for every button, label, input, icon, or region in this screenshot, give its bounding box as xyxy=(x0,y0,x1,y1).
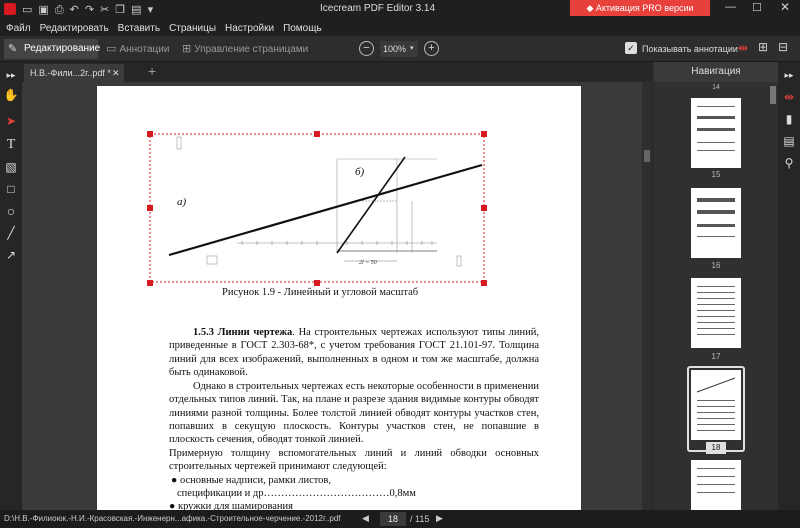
show-annotations-checkbox[interactable]: ✓ xyxy=(625,42,637,54)
thumbnail-label-18: 18 xyxy=(706,442,726,454)
two-page-icon[interactable]: ⊞ xyxy=(758,40,769,54)
search-icon[interactable]: ⚲ xyxy=(784,156,794,170)
page-thumbnail-17[interactable] xyxy=(691,278,741,348)
bullet-item-1[interactable]: ● основные надписи, рамки листов, xyxy=(171,475,332,486)
menu-settings[interactable]: Настройки xyxy=(225,23,275,34)
navigation-scrollbar-thumb[interactable] xyxy=(770,86,776,104)
resize-handle-b[interactable] xyxy=(314,280,320,286)
document-tab[interactable] xyxy=(24,64,124,82)
show-annotations-label: Показывать аннотации xyxy=(642,44,738,54)
new-tab-button[interactable]: + xyxy=(148,63,157,79)
dropdown-icon[interactable]: ▾ xyxy=(147,4,160,16)
menu-insert[interactable]: Вставить xyxy=(117,23,161,34)
thumbnail-partial-label: 14 xyxy=(712,84,720,91)
navigation-header xyxy=(654,62,778,82)
figure-label-a: а) xyxy=(177,196,187,208)
minimize-button[interactable]: — xyxy=(725,1,736,13)
print-icon[interactable]: ⎙ xyxy=(54,4,70,16)
fit-width-icon[interactable]: ⇹ xyxy=(738,41,749,55)
mode-toolbar xyxy=(0,36,800,62)
bookmark-icon[interactable]: ▮ xyxy=(785,112,793,126)
copy-icon[interactable]: ❐ xyxy=(115,4,132,16)
paste-icon[interactable]: ▤ xyxy=(131,4,148,16)
document-scrollbar[interactable] xyxy=(642,82,652,510)
resize-handle-t[interactable] xyxy=(314,131,320,137)
save-icon[interactable]: ▣ xyxy=(38,4,55,16)
figure-label-b: б) xyxy=(355,166,365,178)
navigation-panel xyxy=(654,62,778,510)
pages-grid-icon: ⊞ xyxy=(182,43,195,55)
paragraph-thickness[interactable]: Примерную толщину вспомогательных линий и линий обводки основных строительных чертежей принимают следующей: xyxy=(169,448,539,473)
document-tab-bar xyxy=(22,62,652,82)
pencil-icon: ✎ xyxy=(8,43,18,55)
right-sidebar xyxy=(778,62,800,510)
comments-icon[interactable]: ▤ xyxy=(783,134,795,148)
cut-icon[interactable]: ✂ xyxy=(100,4,116,16)
ellipse-tool-icon[interactable]: ○ xyxy=(6,203,16,219)
rectangle-tool-icon[interactable]: □ xyxy=(7,182,15,196)
page-thumbnail-19[interactable] xyxy=(691,460,741,510)
annotations-mode-button[interactable] xyxy=(106,36,169,62)
annotations-mode-label: Аннотации xyxy=(119,44,170,55)
zoom-value: 100% xyxy=(383,44,407,54)
open-icon[interactable]: ▭ xyxy=(22,4,39,16)
app-logo-icon xyxy=(4,3,16,15)
zoom-select[interactable] xyxy=(380,41,418,57)
file-path: D:\Н.В.-Филиоюк.-Н.И.-Красовская.-Инженерн...афика.-Строительное-черчение.-2012г..pdf xyxy=(4,514,341,523)
close-tab-icon[interactable]: ✕ xyxy=(112,68,120,78)
next-page-button[interactable]: ▶ xyxy=(436,513,443,523)
thumbnail-label-17: 17 xyxy=(711,352,721,361)
menu-bar xyxy=(0,18,800,36)
grid-view-icon[interactable]: ⊟ xyxy=(778,40,789,54)
left-toolbar xyxy=(0,62,22,510)
arrow-tool-icon[interactable]: ↗ xyxy=(5,248,17,262)
navigation-panel-icon[interactable]: ⇹ xyxy=(783,90,795,104)
page-thumbnail-15[interactable] xyxy=(691,98,741,168)
redo-icon[interactable]: ↷ xyxy=(84,4,101,16)
menu-help[interactable]: Помощь xyxy=(283,23,322,34)
image-tool-icon[interactable]: ▧ xyxy=(5,160,17,174)
document-canvas xyxy=(22,82,642,510)
document-tab-label: Н.В.-Фили...2г..pdf * xyxy=(30,68,111,78)
paragraph-lines[interactable] xyxy=(169,326,539,379)
page-management-label: Управление страницами xyxy=(194,44,309,55)
pro-activation-button[interactable] xyxy=(570,0,710,16)
maximize-button[interactable]: ☐ xyxy=(752,2,762,14)
page-number-input[interactable]: 18 xyxy=(380,512,406,526)
resize-handle-l[interactable] xyxy=(147,205,153,211)
page-thumbnail-16[interactable] xyxy=(691,188,741,258)
section-heading: 1.5.3 Линии чертежа xyxy=(193,327,293,338)
text-tool-icon[interactable]: T xyxy=(6,137,16,152)
edit-mode-label: Редактирование xyxy=(24,43,101,54)
window-title: Icecream PDF Editor 3.14 xyxy=(320,3,436,14)
thumbnail-label-15: 15 xyxy=(711,170,721,179)
status-bar xyxy=(0,510,800,528)
resize-handle-bl[interactable] xyxy=(147,280,153,286)
comment-icon: ▭ xyxy=(106,43,120,55)
page-thumbnail-18[interactable] xyxy=(691,370,741,440)
expand-panel-icon[interactable]: ▸▸ xyxy=(6,69,16,80)
figure-dimension-label: 2l = 50 xyxy=(359,260,377,266)
pdf-page xyxy=(97,86,581,510)
figure-caption: Рисунок 1.9 - Линейный и угловой масштаб xyxy=(222,287,419,298)
close-button[interactable]: ✕ xyxy=(780,0,791,14)
diamond-icon: ◆ xyxy=(586,3,596,13)
thumbnail-label-16: 16 xyxy=(711,261,721,270)
line-tool-icon[interactable]: ╱ xyxy=(7,226,15,240)
zoom-out-button[interactable]: − xyxy=(359,41,374,56)
resize-handle-br[interactable] xyxy=(481,280,487,286)
hand-tool-icon[interactable]: ✋ xyxy=(3,88,19,102)
quick-access-toolbar[interactable] xyxy=(22,3,159,17)
menu-pages[interactable]: Страницы xyxy=(169,23,217,34)
undo-icon[interactable]: ↶ xyxy=(69,4,85,16)
previous-page-button[interactable]: ◀ xyxy=(362,513,369,523)
paragraph-lines-text: . На строительных чертежах используют типы линий, приведенные в ГОСТ 2.303-68*, с учетом требования ГОСТ 21.101-97. Толщина линий для всех изображений, выполненных в одном и том же масштабе, должна быть одинаковой. xyxy=(169,327,539,378)
title-bar xyxy=(0,0,800,18)
page-management-button[interactable] xyxy=(182,36,308,62)
menu-file[interactable]: Файл xyxy=(6,23,31,34)
chevron-down-icon: ▾ xyxy=(410,45,414,52)
resize-handle-r[interactable] xyxy=(481,205,487,211)
bullet-item-2[interactable]: ● кружки для шамирования xyxy=(169,501,293,510)
pro-activation-label: Активация PRO версии xyxy=(595,3,694,13)
total-pages: / 115 xyxy=(410,514,430,524)
zoom-in-button[interactable]: + xyxy=(424,41,439,56)
bullet-item-1-cont[interactable]: спецификации и др………………………………0,8мм xyxy=(177,488,416,499)
figure-drawing[interactable] xyxy=(147,131,487,286)
resize-handle-tr[interactable] xyxy=(481,131,487,137)
paragraph-features[interactable]: Однако в строительных чертежах есть некоторые особенности в применении отдельных типов линий. Так, на плане и разрезе здания видимые контуры обводят линиями разной толщины. Более толстой линией обводят контуры участков стен, попавших в секущую плоскость. Контуры участков стен, не попавшие в плоскость сечения, обводят тонкой линией. xyxy=(169,381,539,446)
scrollbar-thumb[interactable] xyxy=(644,150,650,162)
resize-handle-tl[interactable] xyxy=(147,131,153,137)
edit-mode-button[interactable] xyxy=(4,39,101,59)
select-cursor-icon[interactable]: ➤ xyxy=(5,114,17,128)
navigation-title: Навигация xyxy=(691,66,741,77)
menu-edit[interactable]: Редактировать xyxy=(39,23,109,34)
collapse-panel-icon[interactable]: ▸▸ xyxy=(784,69,794,80)
